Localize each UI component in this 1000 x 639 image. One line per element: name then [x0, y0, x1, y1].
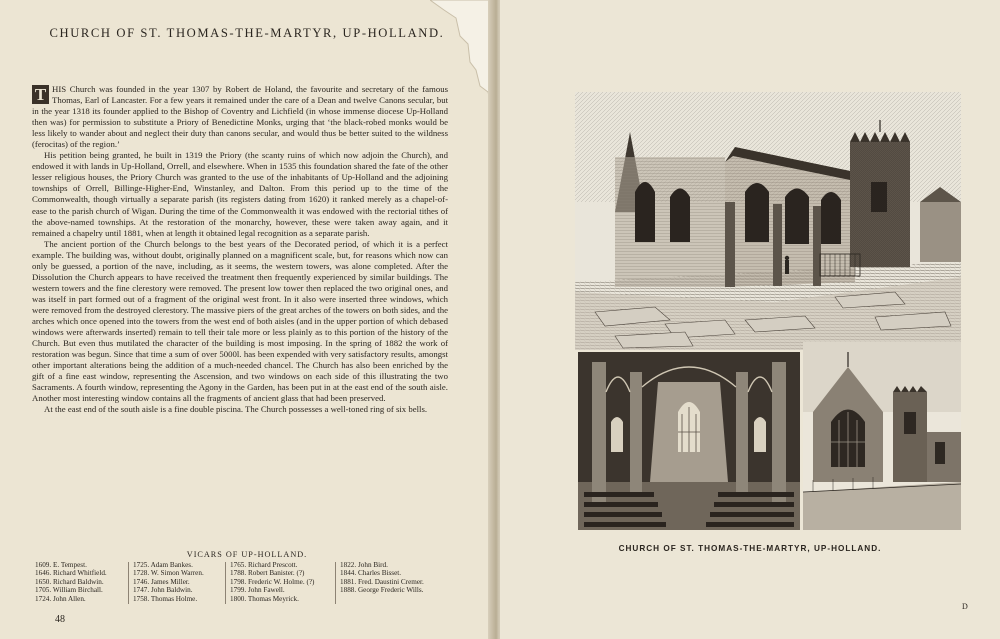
vicar-entry: 1765. Richard Prescott. [230, 561, 298, 569]
vicar-entry: 1799. John Fawell. [230, 586, 285, 595]
vicars-list [35, 561, 455, 607]
page-number: 48 [55, 614, 65, 625]
vicars-heading: VICARS OF UP-HOLLAND. [186, 550, 308, 559]
church-east-end-engraving [803, 342, 961, 530]
church-exterior-engraving [575, 92, 961, 350]
article-body [32, 84, 448, 415]
page-title: CHURCH OF ST. THOMAS-THE-MARTYR, UP-HOLLAND. [49, 26, 445, 40]
vicar-entry: 1746. James Miller. [133, 577, 190, 586]
column-divider [128, 562, 129, 604]
vicars-column-2 [133, 561, 204, 603]
vicar-entry: 1705. William Birchall. [35, 586, 103, 595]
vicar-entry: 1646. Richard Whitfield. [35, 569, 107, 578]
vicars-column-4 [340, 561, 424, 595]
vicar-entry: 1881. Fred. Daustini Cremer. [340, 577, 424, 586]
church-interior-engraving [578, 352, 800, 530]
vicar-entry: 1844. Charles Bisset. [340, 569, 402, 578]
paragraph-1 [32, 84, 448, 150]
vicar-entry: 1758. Thomas Holme. [133, 594, 198, 603]
vicar-entry: 1728. W. Simon Warren. [133, 569, 204, 578]
signature-mark: D [962, 602, 968, 611]
drop-cap: T [32, 85, 49, 104]
vicar-entry: 1725. Adam Bankes. [133, 561, 193, 569]
illustration-caption: CHURCH OF ST. THOMAS-THE-MARTYR, UP-HOLLAND. [618, 544, 882, 553]
column-divider [335, 562, 336, 604]
vicars-column-1 [35, 561, 107, 603]
vicar-entry: 1888. George Frederic Wills. [340, 586, 424, 595]
paragraph-2: His petition being granted, he built in 1319 the Priory (the scanty ruins of which now adjoin the Church), and endowed it with lands in Up-Holland, Orrell, and elsewhere. When in 1535 this foundation shared the fate of the other lesser religious houses, the Priory Church was granted to the use of the inhabitants of Up-Holland and the adjoining townships of Orrell, Billinge-Higher-End, Winstanley, and Dalton. From this period up to the time of the Commonwealth, though virtually a separate parish (its registers dating from 1620) it ranked merely as a chapel-of-ease to the parish church of Wigan. During the time of the Commonwealth it was endowed with the rectorial tithes of the above-named townships. At the restoration of the monarchy, however, these were taken away again, and it remained a chapelry until 1881, when at length it obtained legal recognition as a separate parish. [32, 150, 448, 238]
vicar-entry: 1800. Thomas Meyrick. [230, 594, 299, 603]
vicar-entry: 1798. Frederic W. Holme. (?) [230, 577, 315, 586]
paragraph-3: The ancient portion of the Church belongs to the best years of the Decorated period, of which it is a perfect example. The building was, without doubt, originally planned on a magnificent scale, but, for reasons which now can only be guessed, a portion of the nave, including, as it seems, the western towers, was alone completed. After the Dissolution the Church appears to have received the treatment then frequently experienced by similar buildings. The western towers and the fine clerestory were removed. The present low tower then replaced the two original ones, and was itself in part formed out of a fragment of the original west front. In it also were inserted three windows, which were removed from the destroyed clerestory. The massive piers of the great arches of the towers on both sides, and the arches which once opened into the towers from the west end of both aisles (and in the upper portion of which debased windows were afterwards inserted) remain to tell their tale more or less plainly as to this portion of the history of the Church. But even thus mutilated the character of the building is most imposing. In the spring of 1882 the work of restoration was begun. Since that time a sum of over 5000l. has been expended with very satisfactory results, amongst other important alterations being the addition of a much-needed chancel. The Church has also been enriched by the gift of a fine east window, representing the Ascension, and two windows on each side of this illustrating the two Sacraments. A fourth window, representing the Agony in the Garden, has been put in at the east end of the south aisle. Another most interesting window contains all the fragments of ancient glass that had been preserved. [32, 238, 448, 404]
vicar-entry: 1822. John Bird. [340, 561, 388, 569]
paragraph-4: At the east end of the south aisle is a fine double piscina. The Church possesses a well-toned ring of six bells. [44, 404, 428, 415]
vicar-entry: 1650. Richard Baldwin. [35, 577, 104, 586]
right-page [500, 0, 1000, 639]
vicar-entry: 1609. E. Tempest. [35, 561, 87, 569]
vicar-entry: 1788. Robert Banister. (?) [230, 569, 305, 578]
column-divider [225, 562, 226, 604]
left-page [0, 0, 494, 639]
paragraph-1-text: HIS Church was founded in the year 1307 by Robert de Holand, the favourite and secretary of the famous Thomas, Earl of Lancaster. For a few years it remained under the care of a Dean and twelve Canons secular, but in the year 1318 its founder applied to the Bishop of Coventry and Lichfield (in whose immense diocese Up-Holland then was) for permission to substitute a Priory of Benedictine Monks, urging that ‘the black-robed monks would be less likely to wander about and neglect their duty than canons secular, and would thus be better suited to the wildness (ferocitas) of the region.’ [32, 84, 448, 150]
vicar-entry: 1747. John Baldwin. [133, 586, 193, 595]
vicars-column-3 [230, 561, 314, 603]
vicar-entry: 1724. John Allen. [35, 594, 86, 603]
